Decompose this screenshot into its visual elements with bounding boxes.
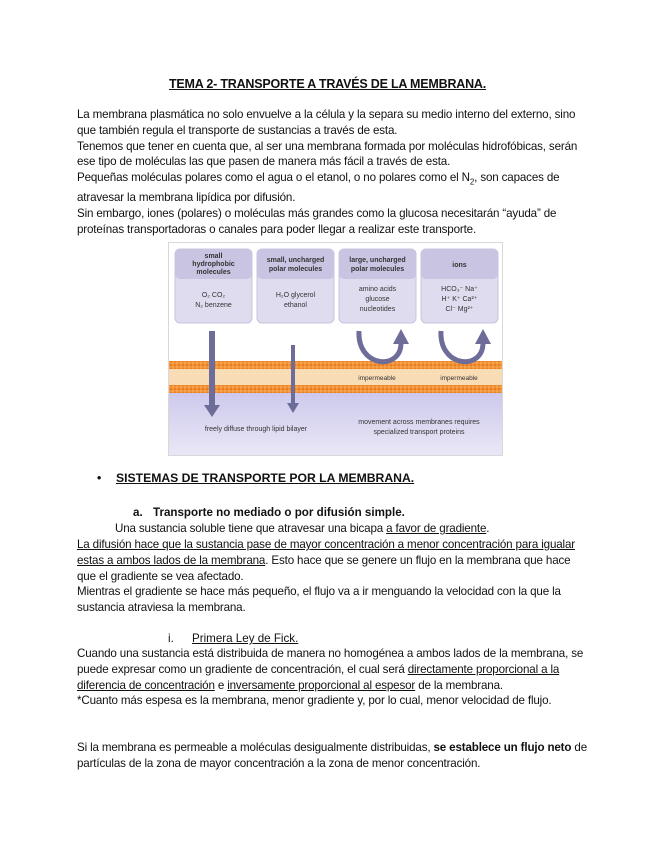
box-2-item-2: ethanol: [284, 302, 307, 309]
membrane-inner-heads: [169, 385, 502, 393]
box-3-title-1: large, uncharged: [349, 257, 406, 264]
box-3-item-1: amino acids: [358, 286, 397, 293]
box-1-item-1: O₂ CO₂: [201, 292, 226, 299]
box-4-item-1: HCO₃⁻ Na⁺: [441, 286, 478, 293]
fick-underlined-2: inversamente proporcional al espesor: [227, 678, 416, 692]
subscript-2: 2: [469, 177, 475, 187]
subsection-title: Transporte no mediado o por difusión simple.: [153, 506, 405, 519]
fick-mid: e: [214, 678, 228, 692]
box-1-title-2: hydrophobic: [192, 261, 235, 268]
membrane-diagram: [169, 243, 502, 455]
box-1-title-3: molecules: [196, 269, 231, 276]
box-small-polar: [257, 249, 334, 323]
box-3-item-2: glucose: [365, 296, 390, 303]
fick-title: Primera Ley de Fick.: [192, 632, 299, 645]
caption-left: freely diffuse through lipid bilayer: [204, 426, 308, 433]
fick-paragraph: [77, 646, 587, 693]
intro-paragraph-1: La membrana plasmática no solo envuelve a la célula y la separa su medio interno del externo, sino que también regula el transporte de sustancias a través de esta.: [77, 108, 576, 137]
intro-paragraph-3-end: , son capaces de atravesar la membrana lipídica por difusión.: [77, 171, 560, 205]
subsection-heading: [133, 506, 405, 519]
box-ions: [421, 249, 498, 323]
diffusion-section: [77, 537, 587, 616]
fick-underlined-1: directamente proporcional a la diferencia de concentración: [77, 662, 560, 692]
impermeable-label-2: impermeable: [440, 375, 478, 382]
fick-text-1: Cuando una sustancia está distribuida de manera no homogénea a ambos lados de la membrana, se puede expresar como un gradiente de concentración, el cual será: [77, 647, 584, 676]
diffusion-line1-underlined: a favor de gradiente: [386, 522, 487, 535]
roman-marker: i.: [168, 632, 174, 645]
diffusion-paragraph-1: [77, 537, 587, 584]
fick-section: [77, 646, 587, 709]
diffusion-line1-end: .: [486, 522, 490, 535]
box-2-title-2: polar molecules: [268, 266, 323, 273]
page-title: TEMA 2- TRANSPORTE A TRAVÉS DE LA MEMBRANA.: [168, 77, 487, 91]
box-large-polar: [339, 249, 416, 323]
membrane-outer-heads: [169, 361, 502, 369]
caption-right-2: specialized transport proteins: [373, 429, 465, 436]
box-4-item-3: Cl⁻ Mg²⁺: [445, 306, 474, 313]
fick-end: de la membrana.: [415, 678, 503, 692]
box-4-title-1: ions: [452, 262, 467, 269]
intro-section: [77, 107, 587, 238]
intro-paragraph-4: Sin embargo, iones (polares) o moléculas más grandes como la glucosa necesitarán “ayuda” de proteínas transportadoras o canales para poder llegar a realizar este transporte.: [77, 207, 557, 236]
fick-note: *Cuanto más espesa es la membrana, menor gradiente y, por lo cual, menor velocidad de flujo.: [77, 694, 552, 708]
impermeable-label-1: impermeable: [358, 375, 396, 382]
box-1-item-2: N₂ benzene: [195, 302, 232, 309]
intro-paragraph-3: [77, 170, 587, 206]
box-3-item-3: nucleotides: [359, 306, 396, 313]
final-paragraph: [77, 740, 587, 772]
box-hydrophobic: [175, 249, 252, 323]
box-3-title-2: polar molecules: [350, 266, 405, 273]
fick-heading: [168, 632, 298, 645]
box-1-title-1: small: [204, 253, 223, 260]
diffusion-line1-text: Una sustancia soluble tiene que atravesar una bicapa: [115, 522, 387, 535]
subsection-marker: a.: [133, 506, 143, 519]
diffusion-underlined-sentence: La difusión hace que la sustancia pase de mayor concentración a menor concentración para igualar estas a ambos lados de la membrana: [77, 538, 575, 567]
bullet-marker: •: [97, 471, 102, 485]
caption-right-1: movement across membranes requires: [358, 419, 480, 426]
section-title: SISTEMAS DE TRANSPORTE POR LA MEMBRANA.: [116, 471, 415, 485]
diffusion-first-line: [115, 522, 489, 535]
box-4-item-2: H⁺ K⁺ Ca²⁺: [441, 296, 478, 303]
intro-paragraph-2: Tenemos que tener en cuenta que, al ser una membrana formada por moléculas hidrofóbicas, serán ese tipo de moléculas las que pasen de manera más fácil a través de esta.: [77, 139, 578, 169]
membrane-transport-figure: [168, 242, 503, 456]
final-bold: se establece un flujo neto: [433, 741, 572, 754]
final-section: [77, 740, 587, 772]
diffusion-rest-sentence: . Esto hace que se genere un flujo en la membrana que hace que el gradiente se vea afectado.: [77, 553, 571, 583]
box-2-title-1: small, uncharged: [266, 257, 325, 264]
intro-paragraph-3-start: Pequeñas moléculas polares como el agua o el etanol, o no polares como el N: [77, 171, 470, 185]
diffusion-paragraph-2: Mientras el gradiente se hace más pequeño, el flujo va a ir menguando la velocidad con la que la sustancia atraviesa la membrana.: [77, 585, 561, 615]
box-2-item-1: H₂O glycerol: [275, 292, 316, 299]
final-text-2: de partículas de la zona de mayor concentración a la zona de menor concentración.: [77, 741, 587, 770]
final-text-1: Si la membrana es permeable a moléculas desigualmente distribuidas,: [77, 741, 434, 754]
